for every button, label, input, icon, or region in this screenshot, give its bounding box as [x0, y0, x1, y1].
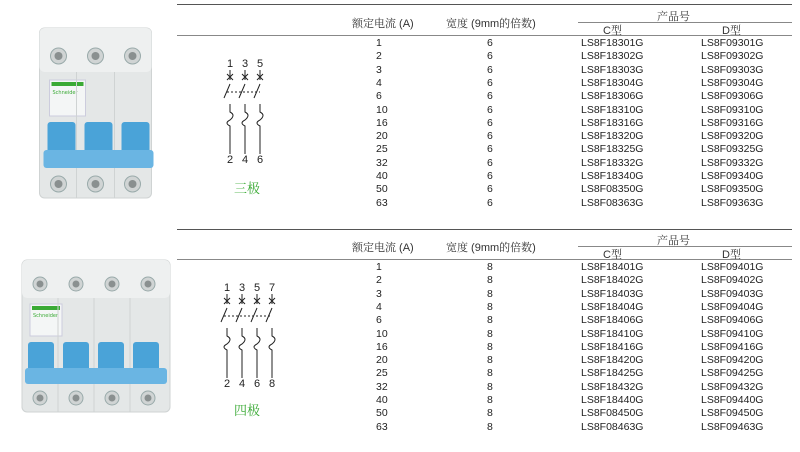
cell-c: LS8F18420G	[581, 354, 644, 367]
cell-c: LS8F18303G	[581, 63, 644, 76]
cell-current: 4	[376, 76, 382, 89]
cell-width: 6	[487, 156, 493, 169]
cell-d: LS8F09440G	[701, 394, 764, 406]
table-row	[0, 104, 800, 117]
cell-width: 6	[487, 37, 493, 49]
table-row	[0, 143, 800, 156]
cell-width: 6	[487, 76, 493, 89]
cell-d: LS8F09420G	[701, 354, 764, 367]
cell-current: 63	[376, 196, 388, 209]
cell-c: LS8F18316G	[581, 116, 644, 129]
cell-width: 8	[487, 407, 493, 420]
table-row	[0, 197, 800, 210]
table-top-rule	[177, 4, 792, 5]
table-row	[0, 407, 800, 420]
cell-d: LS8F09325G	[701, 143, 764, 156]
cell-current: 10	[376, 327, 388, 340]
cell-c: LS8F08463G	[581, 420, 644, 433]
cell-c: LS8F18320G	[581, 130, 644, 143]
cell-current: 40	[376, 170, 388, 182]
cell-width: 6	[487, 183, 493, 196]
table-row	[0, 354, 800, 367]
cell-c: LS8F18432G	[581, 380, 644, 393]
table-row	[0, 170, 800, 183]
table-row	[0, 64, 800, 77]
cell-d: LS8F09450G	[701, 407, 764, 420]
header-product: 产品号	[657, 235, 690, 247]
cell-d: LS8F09363G	[701, 196, 764, 209]
cell-width: 6	[487, 130, 493, 143]
terminal-number: 3	[239, 282, 246, 294]
terminal-number: 1	[227, 58, 234, 70]
cell-current: 50	[376, 183, 388, 196]
cell-current: 6	[376, 314, 382, 327]
terminal-number: 3	[242, 58, 249, 70]
terminal-number: 5	[254, 282, 261, 294]
cell-d: LS8F09463G	[701, 420, 764, 433]
terminal-number: 7	[269, 282, 276, 294]
table-row	[0, 328, 800, 341]
four-pole-label: 四极	[233, 403, 260, 418]
cell-c: LS8F18301G	[581, 37, 644, 49]
table-row	[0, 183, 800, 196]
cell-d: LS8F09432G	[701, 380, 764, 393]
cell-c: LS8F18403G	[581, 287, 644, 300]
header-product: 产品号	[657, 11, 690, 23]
terminal-number: 8	[269, 378, 276, 390]
cell-d: LS8F09320G	[701, 130, 764, 143]
cell-width: 8	[487, 300, 493, 313]
terminal-number: 6	[257, 154, 264, 166]
cell-current: 4	[376, 300, 382, 313]
cell-c: LS8F18340G	[581, 170, 644, 182]
terminal-number: 5	[257, 58, 264, 70]
cell-c: LS8F18325G	[581, 143, 644, 156]
cell-current: 20	[376, 354, 388, 367]
cell-d: LS8F09350G	[701, 183, 764, 196]
cell-current: 2	[376, 50, 382, 63]
header-bottom-rule	[177, 35, 792, 36]
cell-width: 6	[487, 50, 493, 63]
header-current: 额定电流 (A)	[352, 242, 414, 254]
table-row	[0, 367, 800, 380]
cell-d: LS8F09403G	[701, 287, 764, 300]
brand-logo-text: Schneider	[52, 90, 78, 96]
cell-d: LS8F09301G	[701, 37, 764, 49]
cell-c: LS8F18302G	[581, 50, 644, 63]
table-row	[0, 274, 800, 287]
three-pole-section	[0, 0, 800, 220]
cell-width: 8	[487, 367, 493, 380]
cell-c: LS8F18332G	[581, 156, 644, 169]
cell-c: LS8F18416G	[581, 340, 644, 353]
cell-d: LS8F09402G	[701, 274, 764, 287]
cell-d: LS8F09332G	[701, 156, 764, 169]
cell-d: LS8F09404G	[701, 300, 764, 313]
header-d-type: D型	[722, 249, 741, 261]
terminal-number: 2	[227, 154, 234, 166]
cell-current: 20	[376, 130, 388, 143]
table-row	[0, 130, 800, 143]
cell-c: LS8F18306G	[581, 90, 644, 103]
cell-current: 3	[376, 287, 382, 300]
cell-width: 8	[487, 314, 493, 327]
cell-c: LS8F18440G	[581, 394, 644, 406]
cell-width: 8	[487, 287, 493, 300]
cell-current: 32	[376, 156, 388, 169]
cell-width: 6	[487, 196, 493, 209]
table-row	[0, 314, 800, 327]
table-row	[0, 37, 800, 50]
four-pole-section	[0, 226, 800, 446]
cell-d: LS8F09310G	[701, 103, 764, 116]
table-row	[0, 381, 800, 394]
table-row	[0, 117, 800, 130]
cell-width: 8	[487, 274, 493, 287]
cell-c: LS8F18310G	[581, 103, 644, 116]
brand-logo-text: Schneider	[33, 313, 59, 319]
table-row	[0, 301, 800, 314]
terminal-number: 1	[224, 282, 231, 294]
cell-width: 8	[487, 261, 493, 273]
cell-d: LS8F09410G	[701, 327, 764, 340]
header-width: 宽度 (9mm的倍数)	[446, 242, 536, 254]
cell-current: 10	[376, 103, 388, 116]
cell-width: 8	[487, 394, 493, 406]
cell-c: LS8F18304G	[581, 76, 644, 89]
cell-c: LS8F08363G	[581, 196, 644, 209]
cell-d: LS8F09302G	[701, 50, 764, 63]
cell-current: 1	[376, 37, 382, 49]
cell-current: 50	[376, 407, 388, 420]
cell-width: 6	[487, 116, 493, 129]
terminal-number: 4	[239, 378, 246, 390]
cell-current: 1	[376, 261, 382, 273]
table-row	[0, 261, 800, 274]
header-d-type: D型	[722, 25, 741, 37]
header-current: 额定电流 (A)	[352, 18, 414, 30]
three-pole-label: 三极	[233, 181, 260, 196]
cell-current: 2	[376, 274, 382, 287]
cell-c: LS8F18401G	[581, 261, 644, 273]
cell-width: 6	[487, 103, 493, 116]
cell-current: 16	[376, 116, 388, 129]
cell-width: 8	[487, 354, 493, 367]
table-row	[0, 157, 800, 170]
header-width: 宽度 (9mm的倍数)	[446, 18, 536, 30]
cell-width: 8	[487, 340, 493, 353]
cell-width: 8	[487, 327, 493, 340]
cell-width: 6	[487, 90, 493, 103]
cell-d: LS8F09340G	[701, 170, 764, 182]
header-c-type: C型	[603, 25, 622, 37]
cell-current: 32	[376, 380, 388, 393]
table-row	[0, 90, 800, 103]
table-row	[0, 77, 800, 90]
cell-width: 8	[487, 380, 493, 393]
cell-c: LS8F18410G	[581, 327, 644, 340]
cell-current: 25	[376, 367, 388, 380]
cell-width: 6	[487, 143, 493, 156]
cell-width: 6	[487, 63, 493, 76]
terminal-number: 4	[242, 154, 249, 166]
table-row	[0, 50, 800, 63]
table-row	[0, 341, 800, 354]
cell-d: LS8F09306G	[701, 90, 764, 103]
cell-d: LS8F09401G	[701, 261, 764, 273]
table-row	[0, 421, 800, 434]
cell-current: 3	[376, 63, 382, 76]
cell-current: 40	[376, 394, 388, 406]
cell-current: 25	[376, 143, 388, 156]
cell-c: LS8F18404G	[581, 300, 644, 313]
cell-current: 63	[376, 420, 388, 433]
cell-d: LS8F09303G	[701, 63, 764, 76]
cell-c: LS8F18402G	[581, 274, 644, 287]
cell-c: LS8F08450G	[581, 407, 644, 420]
cell-current: 16	[376, 340, 388, 353]
cell-d: LS8F09406G	[701, 314, 764, 327]
cell-width: 8	[487, 420, 493, 433]
cell-c: LS8F18425G	[581, 367, 644, 380]
header-bottom-rule	[177, 259, 792, 260]
cell-c: LS8F08350G	[581, 183, 644, 196]
cell-c: LS8F18406G	[581, 314, 644, 327]
table-row	[0, 394, 800, 407]
cell-d: LS8F09416G	[701, 340, 764, 353]
cell-d: LS8F09425G	[701, 367, 764, 380]
header-c-type: C型	[603, 249, 622, 261]
cell-d: LS8F09316G	[701, 116, 764, 129]
terminal-number: 2	[224, 378, 231, 390]
table-row	[0, 288, 800, 301]
table-top-rule	[177, 229, 792, 230]
cell-current: 6	[376, 90, 382, 103]
terminal-number: 6	[254, 378, 261, 390]
cell-d: LS8F09304G	[701, 76, 764, 89]
cell-width: 6	[487, 170, 493, 182]
